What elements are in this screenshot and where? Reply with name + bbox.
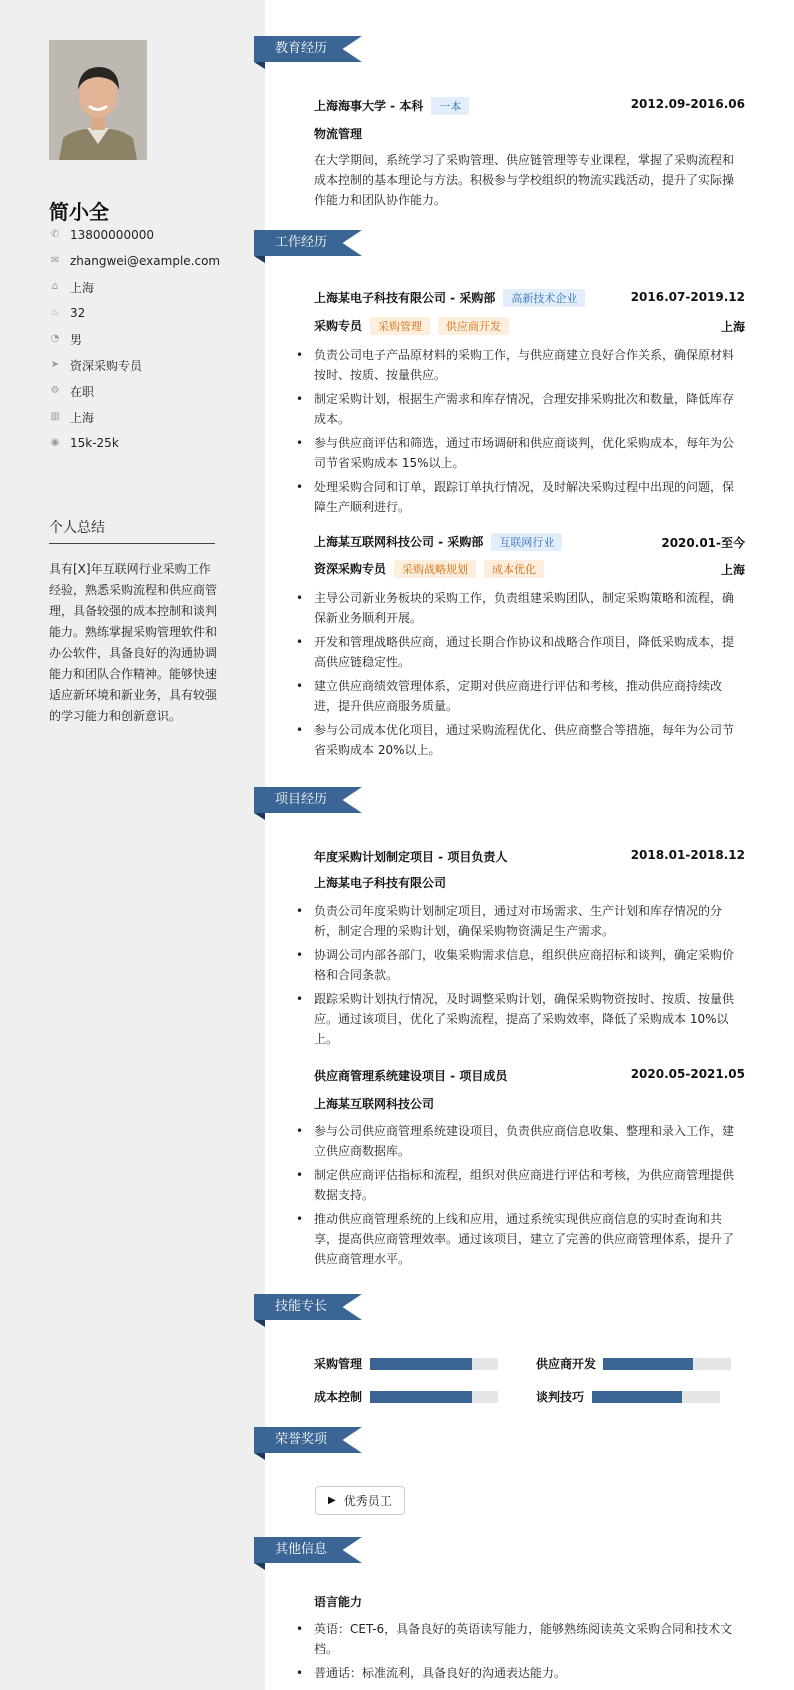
salary-value: 15k-25k (70, 436, 119, 450)
list-item: • 跟踪采购计划执行情况，及时调整采购计划，确保采购物资按时、按质、按量供应。通过该项目，优化了采购流程，提高了采购效率，降低了采购成本 10%以上。 (296, 992, 735, 1046)
play-icon: ▶ (328, 1495, 336, 1506)
section-title: 工作经历 (275, 235, 328, 250)
phone-value: 13800000000 (70, 228, 154, 242)
project-bullets (296, 1121, 744, 1273)
work-city: 上海 (720, 563, 745, 577)
section-header-projects (254, 787, 362, 813)
summary-text: 具有[X]年互联网行业采购工作经验，熟悉采购流程和供应商管理，具备较强的成本控制和谈判能力。熟练掌握采购管理软件和办公软件，具备良好的沟通协调能力和团队合作精神。能够快速适应新环境和新业务，具有较强的学习能力和创新意识。 (49, 562, 218, 723)
list-item: • 参与供应商评估和筛选，通过市场调研和供应商谈判，优化采购成本，每年为公司节省采购成本 15%以上。 (296, 436, 735, 470)
education-major: 物流管理 (314, 127, 363, 141)
project-name: 供应商管理系统建设项目 - 项目成员 (314, 1069, 508, 1083)
list-item: • 参与公司供应商管理系统建设项目，负责供应商信息收集、整理和录入工作，建立供应商数据库。 (296, 1124, 735, 1158)
info-email (49, 251, 220, 271)
gear-icon: ⚙ (50, 385, 60, 396)
role-tag: 采购战略规划 (394, 560, 476, 578)
phone-icon: ✆ (50, 229, 60, 240)
info-location (49, 277, 94, 297)
status-value: 在职 (70, 384, 95, 399)
summary-title: 个人总结 (49, 520, 105, 536)
section-title: 技能专长 (275, 1299, 328, 1314)
age-value: 32 (70, 306, 86, 320)
project-bullets (296, 901, 744, 1053)
role-name: 采购专员 (314, 319, 363, 333)
list-item: • 负责公司年度采购计划制定项目，通过对市场需求、生产计划和库存情况的分析，制定合理的采购计划，确保采购物资满足生产需求。 (296, 904, 723, 938)
skill-bar-fill (603, 1358, 693, 1370)
school-tag: 一本 (431, 97, 469, 115)
skill-label: 采购管理 (314, 1357, 363, 1371)
gender-icon: ◔ (50, 333, 60, 344)
skill-bar (592, 1391, 720, 1403)
list-item: • 主导公司新业务板块的采购工作，负责组建采购团队，制定采购策略和流程，确保新业务顺利开展。 (296, 591, 735, 625)
coin-icon: ◉ (50, 437, 60, 448)
list-item: • 建立供应商绩效管理体系，定期对供应商进行评估和考核，推动供应商持续改进，提升供应商服务质量。 (296, 679, 723, 713)
list-item: • 负责公司电子产品原材料的采购工作，与供应商建立良好合作关系，确保原材料按时、按质、按量供应。 (296, 348, 735, 382)
role-tag: 供应商开发 (438, 317, 509, 335)
other-bullets (296, 1619, 744, 1687)
gender-value: 男 (70, 332, 83, 347)
location-value: 上海 (70, 280, 95, 295)
info-target-city (49, 407, 94, 427)
section-title: 项目经历 (275, 792, 328, 807)
avatar-photo (49, 40, 147, 160)
award-item[interactable] (315, 1486, 405, 1515)
info-title (49, 355, 142, 375)
list-item: • 制定采购计划，根据生产需求和库存情况，合理安排采购批次和数量，降低库存成本。 (296, 392, 735, 426)
company-name: 上海某互联网科技公司 - 采购部 (314, 535, 484, 549)
work-company (314, 289, 585, 307)
education-desc: 在大学期间，系统学习了采购管理、供应链管理等专业课程，掌握了采购流程和成本控制的基本理论与方法。积极参与学校组织的物流实践活动，提升了实际操作能力和团队协作能力。 (314, 153, 735, 207)
skill-bar-fill (370, 1358, 472, 1370)
role-tag: 成本优化 (484, 560, 544, 578)
section-title: 教育经历 (275, 41, 328, 56)
work-company (314, 533, 562, 551)
skill-label: 供应商开发 (536, 1357, 597, 1371)
project-company: 上海某电子科技有限公司 (314, 876, 447, 890)
list-item: • 开发和管理战略供应商，通过长期合作协议和战略合作项目，降低采购成本，提高供应链稳定性。 (296, 635, 735, 669)
skill-bar-fill (370, 1391, 472, 1403)
skill-bar-fill (592, 1391, 682, 1403)
home-icon: ⌂ (51, 281, 59, 292)
project-company: 上海某互联网科技公司 (314, 1097, 435, 1111)
section-header-work (254, 230, 362, 256)
section-header-skills (254, 1294, 362, 1320)
skill-label: 谈判技巧 (536, 1390, 585, 1404)
section-title: 荣誉奖项 (275, 1432, 328, 1447)
work-role (314, 560, 544, 578)
role-name: 资深采购专员 (314, 562, 387, 576)
info-gender (49, 329, 82, 349)
education-date: 2012.09-2016.06 (630, 97, 745, 111)
skill-bar (603, 1358, 731, 1370)
list-item: • 制定供应商评估指标和流程，组织对供应商进行评估和考核，为供应商管理提供数据支持。 (296, 1168, 735, 1202)
email-value: zhangwei@example.com (70, 254, 221, 268)
project-date: 2018.01-2018.12 (630, 848, 745, 862)
skill-label: 成本控制 (314, 1390, 363, 1404)
education-school (314, 97, 469, 115)
skill-bar (370, 1391, 498, 1403)
work-role (314, 317, 509, 335)
section-header-other (254, 1537, 362, 1563)
building-icon: ▥ (50, 411, 60, 422)
info-status (49, 381, 94, 401)
info-salary (49, 433, 119, 453)
company-tag: 互联网行业 (491, 533, 562, 551)
avatar (49, 40, 147, 160)
work-bullets (296, 345, 744, 521)
company-name: 上海某电子科技有限公司 - 采购部 (314, 291, 496, 305)
list-item: • 英语：CET-6，具备良好的英语读写能力，能够熟练阅读英文采购合同和技术文档。 (296, 1622, 733, 1656)
section-title: 其他信息 (275, 1542, 328, 1557)
school-name: 上海海事大学 - 本科 (314, 99, 424, 113)
section-header-awards (254, 1427, 362, 1453)
work-date: 2016.07-2019.12 (630, 290, 745, 304)
job-title-value: 资深采购专员 (70, 358, 143, 373)
target-city-value: 上海 (70, 410, 95, 425)
list-item: • 处理采购合同和订单，跟踪订单执行情况，及时解决采购过程中出现的问题，保障生产顺利进行。 (296, 480, 735, 514)
list-item: • 推动供应商管理系统的上线和应用，通过系统实现供应商信息的实时查询和共享，提高供应商管理效率。通过该项目，建立了完善的供应商管理体系，提升了供应商管理水平。 (296, 1212, 735, 1266)
other-title: 语言能力 (314, 1595, 363, 1609)
work-date: 2020.01-至今 (661, 536, 745, 550)
mail-icon: ✉ (50, 255, 60, 266)
work-city: 上海 (720, 320, 745, 334)
cake-icon: ♨ (50, 307, 60, 318)
info-phone (49, 225, 154, 245)
work-bullets (296, 588, 744, 764)
list-item: • 参与公司成本优化项目，通过采购流程优化、供应商整合等措施，每年为公司节省采购成本 20%以上。 (296, 723, 735, 757)
award-label: 优秀员工 (343, 1494, 392, 1508)
send-icon: ➤ (50, 359, 60, 370)
summary-divider (49, 543, 215, 544)
candidate-name: 简小全 (49, 200, 109, 224)
project-date: 2020.05-2021.05 (630, 1067, 745, 1081)
role-tag: 采购管理 (370, 317, 430, 335)
list-item: • 协调公司内部各部门，收集采购需求信息，组织供应商招标和谈判，确定采购价格和合同条款。 (296, 948, 735, 982)
company-tag: 高新技术企业 (503, 289, 585, 307)
info-age (49, 303, 85, 323)
skill-bar (370, 1358, 498, 1370)
project-name: 年度采购计划制定项目 - 项目负责人 (314, 850, 508, 864)
section-header-education (254, 36, 362, 62)
list-item: • 普通话：标准流利，具备良好的沟通表达能力。 (296, 1666, 567, 1680)
